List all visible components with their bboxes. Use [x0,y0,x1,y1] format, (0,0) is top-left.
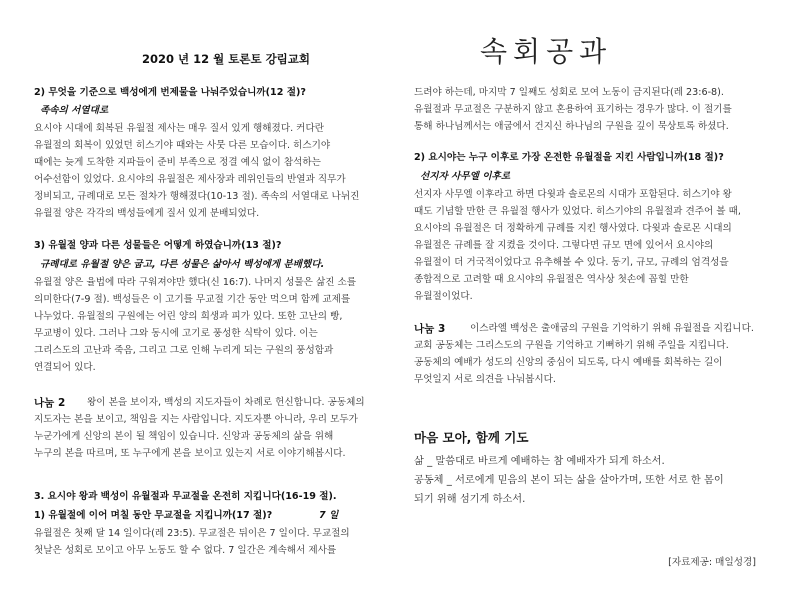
prayer-heading: 마음 모아, 함께 기도 [414,430,529,445]
answer-3: 규례대로 유월절 양은 굽고, 다른 성물은 삶아서 백성에게 분배했다. [40,259,325,270]
body-line: 누군가에게 신앙의 본이 될 책임이 있습니다. 신앙과 공동체의 삶을 위해 [34,431,334,442]
body-line: 의미한다(7-9 절). 백성들은 이 고기를 무교절 기간 동안 먹으며 함께 교제를 [34,294,351,305]
question-3: 3) 유월절 양과 다른 성물들은 어떻게 하였습니까(13 절)? [34,240,282,251]
body-line: 통해 하나님께서는 애굽에서 건지신 하나님의 구원을 깊이 묵상토록 하셨다. [414,121,729,132]
body-line: 유월절은 첫째 달 14 일이다(레 23:5). 무교절은 뒤이은 7 일이다. 무교절의 [34,528,350,539]
body-line: 첫날은 성회로 모이고 아무 노동도 할 수 없다. 7 일간은 계속해서 제사를 [34,545,337,556]
share-3-label: 나눔 3 [414,323,446,335]
body-line: 유월절의 회복이 있었던 히스기야 때와는 사뭇 다른 모습이다. 히스기야 [34,140,331,151]
body-line: 나누었다. 유월절의 구원에는 어린 양의 희생과 피가 있다. 또한 고난의 빵, [34,311,343,322]
prayer-line: 공동체 _ 서로에게 믿음의 본이 되는 삶을 살아가며, 또한 서로 한 몸이 [414,475,724,486]
share-2-label: 나눔 2 [34,397,66,409]
body-line: 이스라엘 백성은 출애굽의 구원을 기억하기 위해 유월절을 지킵니다. [470,323,754,334]
body-line: 때도 기념할 만한 큰 유월절 행사가 있었다. 히스기야의 유월절과 견주어 볼 때, [414,206,741,217]
body-line: 요시야의 유월절은 더 정확하게 규례를 지킨 행사였다. 다윗과 솔로몬 시대의 [414,223,732,234]
prayer-line: 되기 위해 섬기게 하소서. [414,494,526,505]
body-line: 유월절이었다. [414,291,473,302]
body-line: 유월절과 무교절은 구분하지 않고 혼용하여 표기하는 경우가 많다. 이 절기를 [414,104,732,115]
section-3-heading: 3. 요시야 왕과 백성이 유월절과 무교절을 온전히 지킵니다(16-19 절). [34,491,337,502]
body-line: 그리스도의 고난과 죽음, 그리고 그로 인해 누리게 되는 구원의 풍성함과 [34,345,334,356]
body-line: 어수선함이 있었다. 요시야의 유월절은 제사장과 레위인들의 반열과 직무가 [34,174,346,185]
body-line: 유월절이 더 거국적이었다고 유추해볼 수 있다. 동기, 규모, 규례의 엄격성을 [414,257,729,268]
prayer-line: 삶 _ 말씀대로 바르게 예배하는 참 예배자가 되게 하소서. [414,456,665,467]
body-line: 때에는 늦게 도착한 지파들이 준비 부족으로 정결 예식 없이 참석하는 [34,157,321,168]
body-line: 유월절은 규례를 잘 지켰을 것이다. 그렇다면 규모 면에 있어서 요시야의 [414,240,714,251]
body-line: 연결되어 있다. [34,362,96,373]
body-line: 무교병이 있다. 그러나 그와 동시에 고기로 풍성한 식탁이 있다. 이는 [34,328,318,339]
body-line: 정비되고, 규례대로 모든 절차가 행해졌다(10-13 절). 족속의 서열대로 나뉘진 [34,191,360,202]
source-credit: [자료제공: 매일성경] [668,557,756,568]
answer-2: 족속의 서열대로 [40,105,109,116]
question-r2: 2) 요시야는 누구 이후로 가장 온전한 유월절을 지킨 사람입니까(18 절)? [414,152,724,163]
body-line: 드려야 하는데, 마지막 7 일째도 성회로 모여 노동이 금지된다(레 23:6-8). [414,87,724,98]
section-3-answer: 7 일 [319,510,339,521]
body-line: 유월절 양은 각각의 백성들에게 질서 있게 분배되었다. [34,208,260,219]
body-line: 무엇일지 서로 의견을 나눠봅시다. [414,374,556,385]
body-line: 왕이 본을 보이자, 백성의 지도자들이 차례로 헌신합니다. 공동체의 [87,397,365,408]
body-line: 선지자 사무엘 이후라고 하면 다윗과 솔로몬의 시대가 포함된다. 히스기야 왕 [414,189,732,200]
section-3-question: 1) 유월절에 이어 며칠 동안 무교절을 지킵니까(17 절)? [34,510,273,521]
answer-r2: 선지자 사무엘 이후로 [420,171,511,182]
body-line: 요시야 시대에 회복된 유월절 제사는 매우 질서 있게 행해졌다. 커다란 [34,123,324,134]
body-line: 공동체의 예배가 성도의 신앙의 중심이 되도록, 다시 예배를 회복하는 길이 [414,357,723,368]
page-title: 2020 년 12 월 토론토 강림교회 [142,52,311,66]
body-line: 누구의 본을 따르며, 또 누구에게 본을 보이고 있는지 서로 이야기해봅시다. [34,448,346,459]
body-line: 지도자는 본을 보이고, 책임을 지는 사람입니다. 지도자뿐 아니라, 우리 모두가 [34,414,358,425]
brand-title: 속회공과 [480,35,613,68]
body-line: 교회 공동체는 그리스도의 구원을 기억하고 기뻐하기 위해 주일을 지킵니다. [414,340,729,351]
body-line: 종합적으로 고려할 때 요시야의 유월절은 역사상 첫손에 꼽힐 만한 [414,274,689,285]
body-line: 유월절 양은 율법에 따라 구워져야만 했다(신 16:7). 나머지 성물은 삶진 소를 [34,277,357,288]
question-2: 2) 무엇을 기준으로 백성에게 번제물을 나눠주었습니까(12 절)? [34,87,306,98]
